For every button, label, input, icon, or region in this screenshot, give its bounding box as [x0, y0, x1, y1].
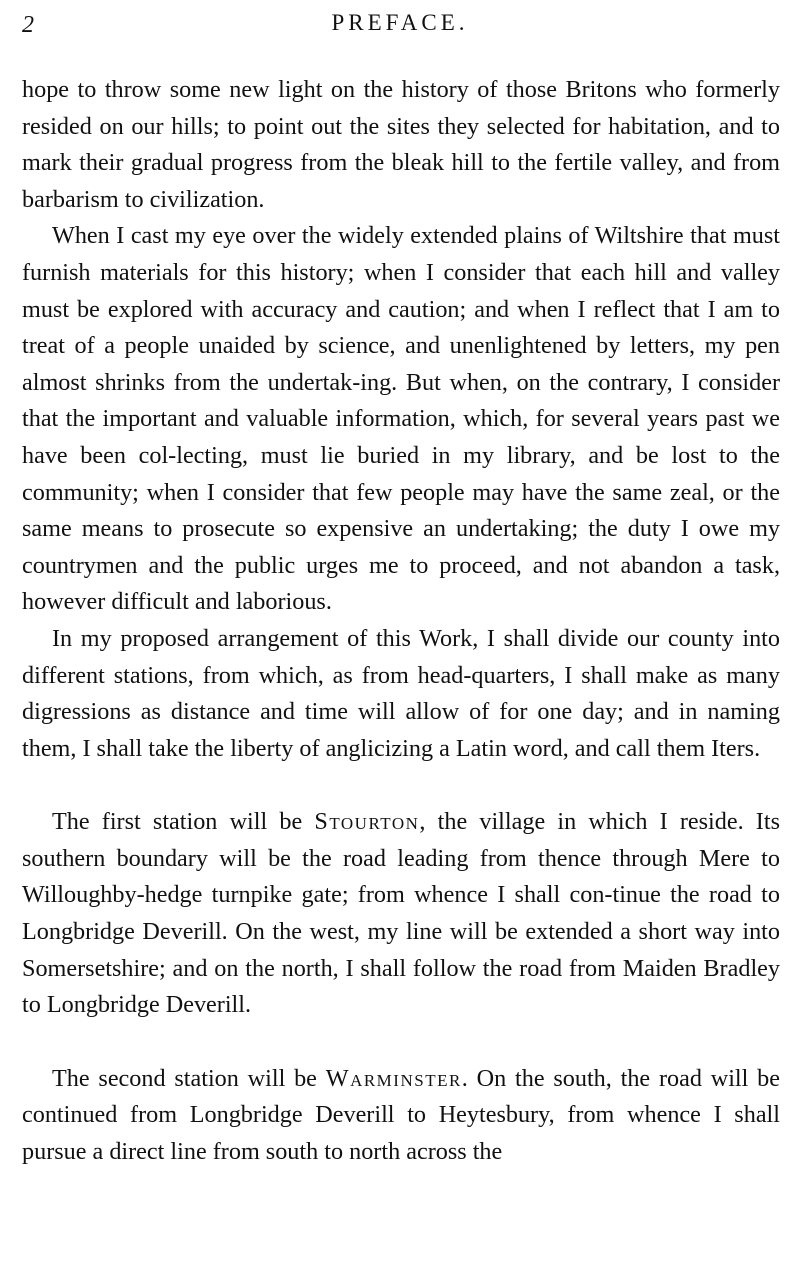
paragraph-wiltshire-plains: When I cast my eye over the widely extended plains of Wiltshire that must furnish materials for this history; when I consider that each hill and valley must be explored with accuracy and caution; and when I reflect that I am to treat of a people unaided by science, and unenlightened by letters, my pen almost shrinks from the undertak-ing. But when, on the contrary, I consider that the important and valuable information, which, for several years past we have been col-lecting, must lie buried in my library, and be lost to the community; when I consider that few people may have the same zeal, or the same means to prosecute so expensive an undertaking; the duty I owe my countrymen and the public urges me to proceed, and not abandon a task, however difficult and laborious.: [22, 222, 780, 616]
place-name-warminster: Warminster: [325, 1064, 462, 1092]
place-name-stourton: Stourton: [314, 808, 420, 836]
second-station-intro: The second station will be: [52, 1064, 326, 1092]
running-head: [22, 8, 778, 42]
paragraph-second-station: [22, 1061, 780, 1171]
second-station-description: . On the south, the road will be continued from Longbridge Deverill to Heytesbury, from whence I shall pursue a direct line from south to north across the: [22, 1064, 780, 1166]
paragraph-first-station: [22, 804, 780, 1024]
paragraph-continuation: hope to throw some new light on the history of those Britons who formerly resided on our hills; to point out the sites they selected for habitation, and to mark their gradual progress from the bleak hill to the fertile valley, and from barbarism to civilization.: [22, 76, 780, 213]
first-station-intro: The first station will be: [52, 808, 315, 836]
page-number: 2: [22, 12, 34, 38]
paragraph-arrangement: In my proposed arrangement of this Work, I shall divide our county into different stations, from which, as from head-quarters, I shall make as many digressions as distance and time will allow of for one day; and in naming them, I shall take the liberty of anglicizing a Latin word, and call them Iters.: [22, 624, 780, 762]
running-title: PREFACE.: [331, 10, 469, 35]
first-station-description: , the village in which I reside. Its southern boundary will be the road leading from thence through Mere to Willoughby-hedge turnpike gate; from whence I shall con-tinue the road to Longbridge Deverill. On the west, my line will be extended a short way into Somersetshire; and on the north, I shall follow the road from Maiden Bradley to Longbridge Deverill.: [22, 808, 780, 1019]
body-text: [22, 72, 780, 1171]
